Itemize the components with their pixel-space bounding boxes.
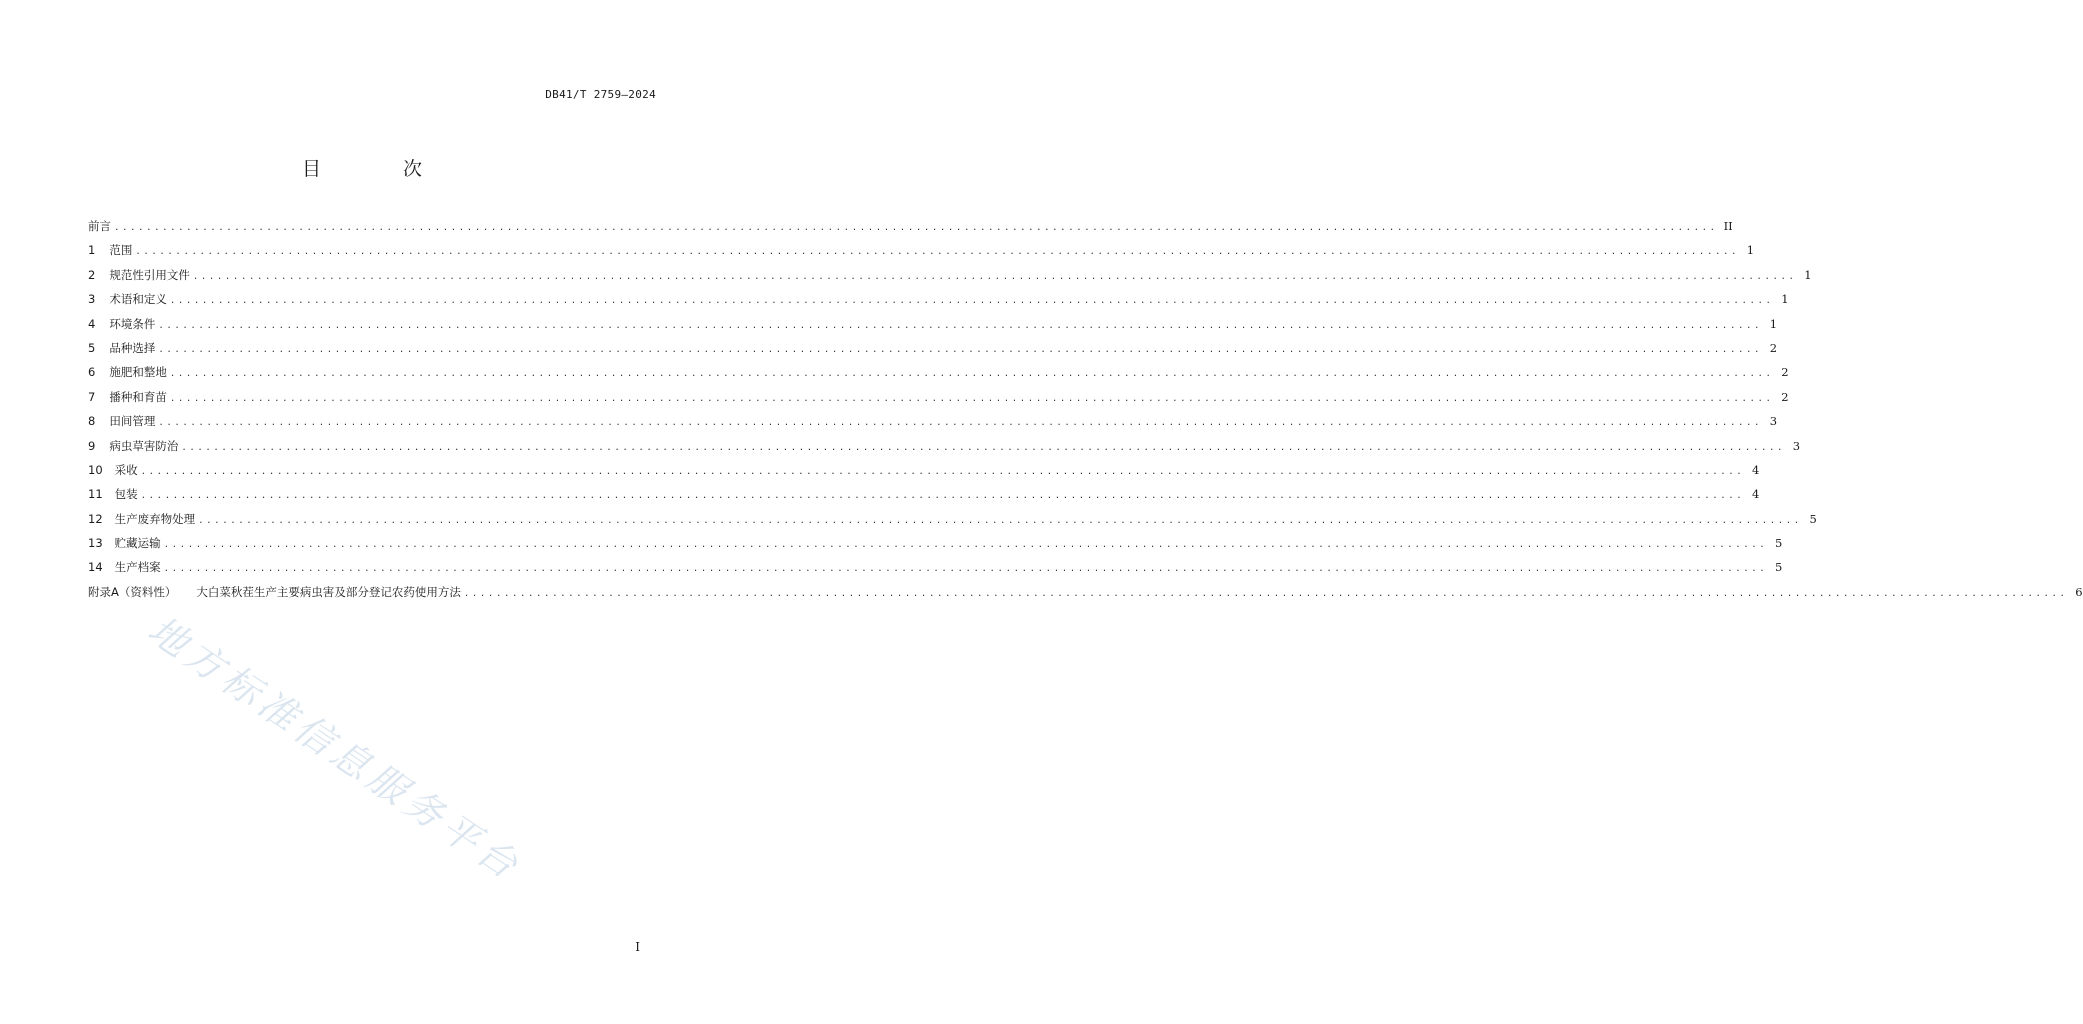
toc-entry-label: 生产废弃物处理 — [114, 511, 196, 526]
toc-leader-dots: ........................................................................................................................................................................................................ — [140, 466, 1745, 477]
toc-entry[interactable] — [88, 242, 1755, 266]
toc-leader-dots: ........................................................................................................................................................................................................ — [181, 442, 1786, 453]
toc-entry-label: 术语和定义 — [109, 292, 167, 307]
toc-entry-label: 田间管理 — [109, 414, 156, 429]
page-number: I — [635, 940, 640, 954]
toc-entry[interactable] — [88, 291, 1789, 315]
toc-leader-dots: ........................................................................................................................................................................................................ — [163, 564, 1768, 575]
toc-entry[interactable] — [88, 267, 1812, 291]
toc-entry-label: 播种和育苗 — [109, 389, 167, 404]
toc-leader-dots: ........................................................................................................................................................................................................ — [169, 393, 1774, 404]
toc-leader-dots: ........................................................................................................................................................................................................ — [163, 540, 1768, 551]
toc-entry-page: 3 — [1769, 414, 1778, 429]
toc-entry-label: 贮藏运输 — [114, 536, 161, 551]
toc-entry-number: 9 — [88, 438, 96, 453]
toc-entry-number: 11 — [88, 487, 103, 502]
document-code: DB41/T 2759—2024 — [545, 88, 656, 101]
toc-entry[interactable] — [88, 364, 1789, 388]
toc-leader-dots: ........................................................................................................................................................................................................ — [135, 247, 1740, 258]
toc-entry[interactable] — [88, 389, 1789, 413]
toc-entry-label: 采收 — [114, 462, 138, 477]
toc-leader-dots: ........................................................................................................................................................................................................ — [192, 271, 1797, 282]
toc-leader-dots: ........................................................................................................................................................................................................ — [169, 296, 1774, 307]
toc-entry-label: 环境条件 — [109, 316, 156, 331]
toc-entry[interactable] — [88, 486, 1760, 510]
toc-entry-page: 1 — [1781, 292, 1789, 307]
toc-leader-dots: ........................................................................................................................................................................................................ — [114, 223, 1718, 233]
toc-entry-number: 10 — [88, 462, 103, 477]
toc-title: 目 次 — [301, 158, 461, 180]
toc-list — [88, 218, 2083, 608]
toc-entry-number: 14 — [88, 560, 103, 575]
toc-entry-page: 4 — [1752, 462, 1760, 477]
toc-entry-number: 8 — [88, 414, 96, 429]
toc-entry-label: 规范性引用文件 — [109, 267, 190, 282]
toc-entry[interactable] — [88, 535, 1783, 559]
toc-entry-number: 6 — [88, 365, 96, 380]
toc-entry-page: 2 — [1781, 365, 1789, 380]
toc-entry-page: 2 — [1781, 389, 1789, 404]
toc-entry-page: 3 — [1792, 438, 1801, 453]
toc-entry[interactable] — [88, 559, 1783, 583]
toc-entry[interactable] — [88, 438, 1801, 462]
toc-entry-page: 1 — [1769, 316, 1778, 331]
toc-entry[interactable] — [88, 316, 1778, 340]
toc-entry[interactable] — [88, 413, 1778, 437]
toc-entry[interactable] — [88, 218, 1733, 242]
toc-entry[interactable] — [88, 340, 1778, 364]
toc-entry-number: 7 — [88, 389, 96, 404]
toc-leader-dots: ........................................................................................................................................................................................................ — [169, 369, 1774, 380]
toc-entry-page: 1 — [1804, 267, 1812, 282]
toc-leader-dots: ........................................................................................................................................................................................................ — [158, 320, 1763, 331]
toc-entry-number: 4 — [88, 316, 96, 331]
toc-entry-label: 前言 — [88, 219, 111, 233]
toc-entry-page: II — [1723, 219, 1733, 233]
toc-leader-dots: ........................................................................................................................................................................................................ — [463, 588, 2068, 599]
toc-entry-page: 5 — [1809, 511, 1817, 526]
toc-entry-label: 包装 — [114, 487, 138, 502]
toc-leader-dots: ........................................................................................................................................................................................................ — [140, 491, 1745, 502]
toc-entry-number: 5 — [88, 340, 96, 355]
toc-leader-dots: ........................................................................................................................................................................................................ — [198, 515, 1802, 526]
toc-entry-number: 12 — [88, 511, 103, 526]
toc-entry-label: 施肥和整地 — [109, 365, 167, 380]
toc-entry-number: 2 — [88, 267, 96, 282]
watermark: 地方标准信息服务平台 — [140, 607, 530, 890]
toc-entry-page: 4 — [1752, 487, 1760, 502]
toc-entry-page: 2 — [1769, 340, 1778, 355]
toc-entry-number: 1 — [88, 243, 96, 258]
toc-entry-number: 附录A（资料性） — [88, 584, 177, 599]
toc-entry-label: 范围 — [109, 243, 133, 258]
toc-entry-label: 生产档案 — [114, 560, 161, 575]
toc-entry[interactable] — [88, 584, 2083, 608]
toc-entry-label: 大白菜秋茬生产主要病虫害及部分登记农药使用方法 — [196, 584, 461, 599]
toc-entry[interactable] — [88, 462, 1760, 486]
toc-entry[interactable] — [88, 511, 1817, 535]
toc-entry-page: 6 — [2075, 584, 2083, 599]
toc-entry-label: 品种选择 — [109, 340, 156, 355]
toc-entry-label: 病虫草害防治 — [109, 438, 179, 453]
toc-leader-dots: ........................................................................................................................................................................................................ — [158, 344, 1763, 355]
toc-entry-page: 1 — [1746, 243, 1755, 258]
toc-entry-page: 5 — [1775, 536, 1783, 551]
toc-entry-page: 5 — [1775, 560, 1783, 575]
toc-leader-dots: ........................................................................................................................................................................................................ — [158, 418, 1763, 429]
toc-entry-number: 3 — [88, 292, 96, 307]
toc-entry-number: 13 — [88, 536, 103, 551]
